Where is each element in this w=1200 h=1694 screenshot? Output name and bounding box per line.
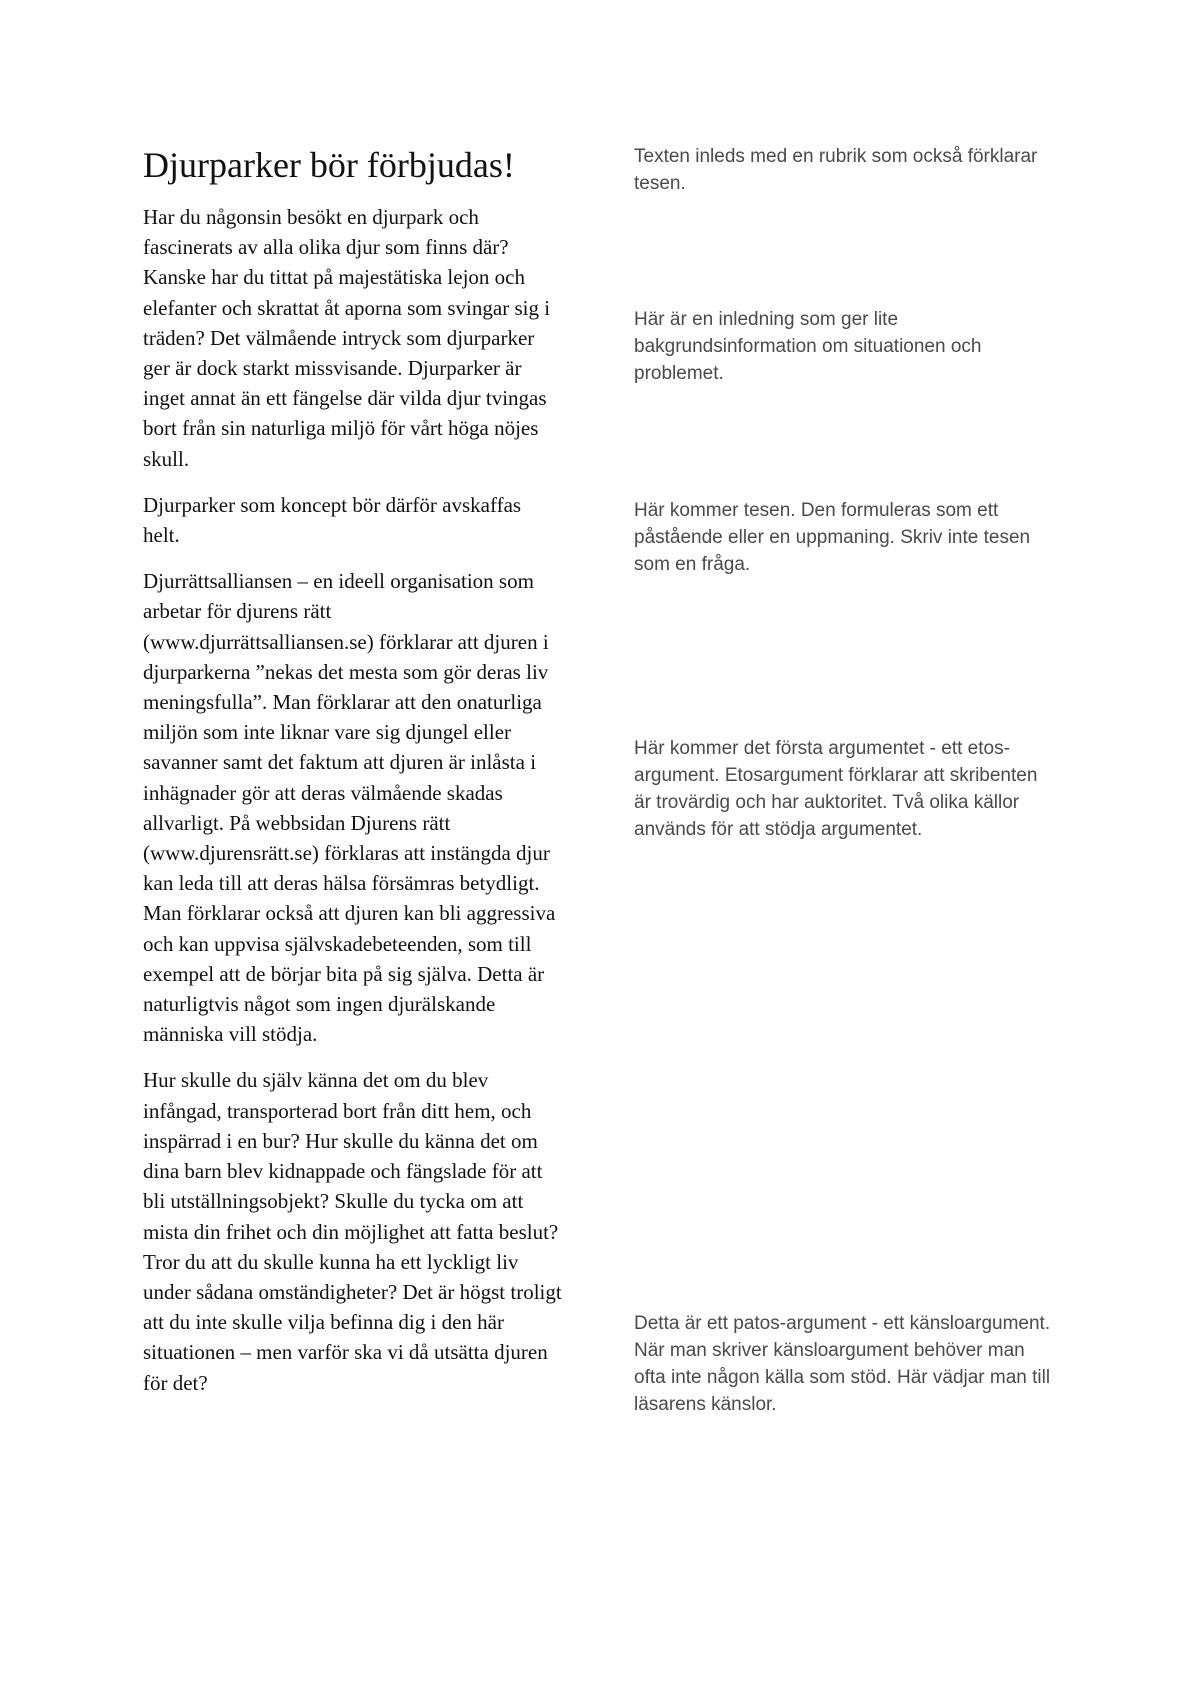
annotation-ethos: Här kommer det första argumentet - ett etos-argument. Etosargument förklarar att skribenten är trovärdig och har auktoritet. Två olika källor används för att stödja argumentet.	[634, 738, 1038, 840]
paragraph-ethos-argument: Djurrättsalliansen – en ideell organisation som arbetar för djurens rätt (www.djurrättsalliansen.se) förklarar att djuren i djurparkerna ”nekas det mesta som gör deras liv meningsfulla”. Man förklarar att den onaturliga miljön som inte liknar vare sig djungel eller savanner samt det faktum att djuren är inlåsta i inhägnader gör att deras välmående skadas allvarligt. På webbsidan Djurens rätt (www.djurensrätt.se) förklaras att instängda djur kan leda till att deras hälsa försämras betydligt. Man förklarar också att djuren kan bli aggressiva och kan uppvisa självskadebeteenden, som till exempel att de börjar bita på sig själva. Detta är naturligtvis något som ingen djurälskande människa vill stödja.	[143, 569, 556, 1047]
document-title: Djurparker bör förbjudas!	[143, 145, 515, 185]
annotation-thesis: Här kommer tesen. Den formuleras som ett påstående eller en uppmaning. Skriv inte tesen som en fråga.	[634, 500, 1031, 575]
paragraph-thesis: Djurparker som koncept bör därför avskaffas helt.	[143, 492, 522, 548]
annotation-pathos: Detta är ett patos-argument - ett känsloargument. När man skriver känsloargument behöver man ofta inte någon källa som stöd. Här vädjar man till läsarens känslor.	[634, 1313, 1051, 1415]
paragraph-introduction: Har du någonsin besökt en djurpark och fascinerats av alla olika djur som finns där? Kanske har du tittat på majestätiska lejon och elefanter och skrattat åt aporna som svingar sig i träden? Det välmående intryck som djurparker ger är dock starkt missvisande. Djurparker är inget annat än ett fängelse där vilda djur tvingas bort från sin naturliga miljö för vårt höga nöjes skull.	[143, 205, 551, 471]
annotation-title: Texten inleds med en rubrik som också förklarar tesen.	[634, 146, 1038, 194]
annotation-introduction: Här är en inledning som ger lite bakgrundsinformation om situationen och problemet.	[634, 309, 982, 384]
essay-column	[143, 142, 563, 1414]
paragraph-pathos-argument: Hur skulle du själv känna det om du blev infångad, transporterad bort från ditt hem, och inspärrad i en bur? Hur skulle du känna det om dina barn blev kidnappade och fängslade för att bli utställningsobjekt? Skulle du tycka om att mista din frihet och din möjlighet att fatta beslut? Tror du att du skulle kunna ha ett lyckligt liv under sådana omständigheter? Det är högst troligt att du inte skulle vilja befinna dig i den här situationen – men varför ska vi då utsätta djuren för det?	[143, 1068, 562, 1395]
